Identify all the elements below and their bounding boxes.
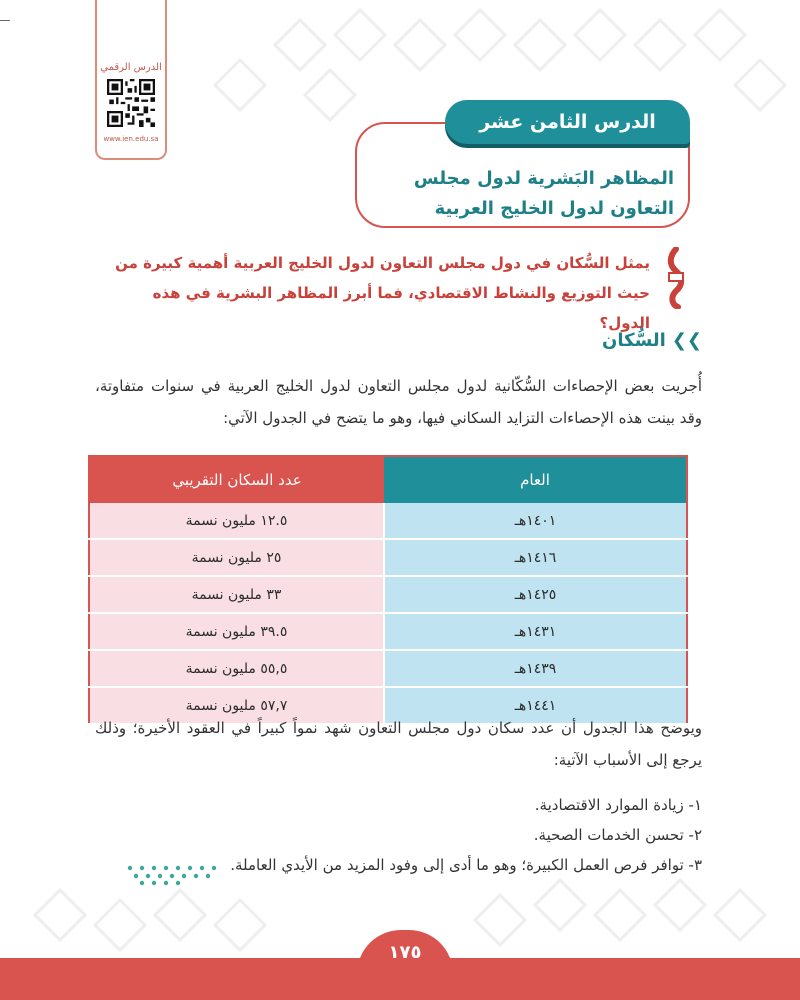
year-cell: ١٤١٦هـ bbox=[384, 539, 687, 576]
year-cell: ١٤٤١هـ bbox=[384, 687, 687, 724]
table-row bbox=[89, 613, 687, 650]
population-cell: ١٢.٥ مليون نسمة bbox=[89, 503, 384, 539]
qr-code-icon[interactable] bbox=[107, 79, 155, 127]
year-cell: ١٤٣٩هـ bbox=[384, 650, 687, 687]
crop-mark bbox=[0, 20, 10, 21]
population-cell: ٥٥,٥ مليون نسمة bbox=[89, 650, 384, 687]
double-chevron-icon: ❯❯ bbox=[671, 330, 702, 351]
table-row bbox=[89, 650, 687, 687]
population-table bbox=[88, 455, 688, 725]
population-cell: ٣٣ مليون نسمة bbox=[89, 576, 384, 613]
table-row bbox=[89, 503, 687, 539]
population-paragraph: أُجريت بعض الإحصاءات السُّكّانية لدول مجلس التعاون لدول الخليج العربية في سنوات متفاوتة، وقد بينت هذه الإحصاءات التزايد السكاني فيها، وهو ما يتضح في الجدول الآتي: bbox=[95, 377, 702, 427]
growth-paragraph: ويوضح هذا الجدول أن عدد سكان دول مجلس التعاون شهد نمواً كبيراً في العقود الأخيرة؛ وذلك يرجع إلى الأسباب الآتية: bbox=[95, 719, 702, 769]
table-row bbox=[89, 539, 687, 576]
lesson-title-line-2: التعاون لدول الخليج العربية bbox=[434, 198, 674, 219]
website-url[interactable]: www.ien.edu.sa bbox=[103, 135, 159, 143]
section-header bbox=[602, 330, 702, 351]
year-cell: ١٤٣١هـ bbox=[384, 613, 687, 650]
page-number: ١٧٥ bbox=[357, 930, 453, 974]
year-cell: ١٤٠١هـ bbox=[384, 503, 687, 539]
section-title: السُّكان bbox=[601, 330, 666, 351]
table-header-row bbox=[89, 456, 687, 503]
intro-question: يمثل السُّكان في دول مجلس التعاون لدول الخليج العربية أهمية كبيرة من حيث التوزيع والنشاط الاقتصادي، فما أبرز المظاهر البشرية في هذه الدول؟ bbox=[115, 254, 650, 332]
population-cell: ٢٥ مليون نسمة bbox=[89, 539, 384, 576]
year-column-header: العام bbox=[384, 456, 687, 503]
digital-lesson-label: الدرس الرقمي bbox=[100, 62, 162, 73]
list-item: ٢- تحسن الخدمات الصحية. bbox=[533, 826, 702, 844]
lesson-title-line-1: المظاهر البَشرية لدول مجلس bbox=[413, 168, 674, 189]
list-item: ٣- توافر فرص العمل الكبيرة؛ وهو ما أدى إلى وفود المزيد من الأيدي العاملة. bbox=[230, 856, 702, 874]
year-cell: ١٤٢٥هـ bbox=[384, 576, 687, 613]
lesson-title bbox=[364, 164, 674, 224]
hook-icon bbox=[666, 247, 686, 309]
table-row bbox=[89, 576, 687, 613]
lesson-number-tab: الدرس الثامن عشر bbox=[445, 100, 690, 144]
list-item: ١- زيادة الموارد الاقتصادية. bbox=[534, 796, 702, 814]
decorative-dots-icon bbox=[120, 862, 250, 886]
population-cell: ٣٩.٥ مليون نسمة bbox=[89, 613, 384, 650]
population-column-header: عدد السكان التقريبي bbox=[89, 456, 384, 503]
digital-lesson-card[interactable] bbox=[95, 0, 167, 160]
population-cell: ٥٧,٧ مليون نسمة bbox=[89, 687, 384, 724]
